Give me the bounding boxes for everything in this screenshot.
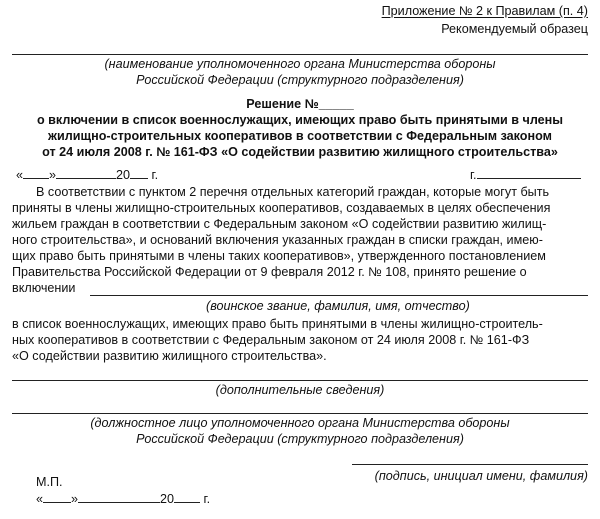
official-line xyxy=(12,413,588,414)
body-para1-line-2: приняты в члены жилищно-строительных кооперативов, создаваемых в целях обеспечения xyxy=(12,201,551,215)
body-para1-line-1: В соответствии с пунктом 2 перечня отдельных категорий граждан, которые могут быть xyxy=(36,185,550,199)
decision-subtitle-line-1: о включении в список военнослужащих, имеющих право быть принятыми в члены xyxy=(36,113,564,127)
additional-caption: (дополнительные сведения) xyxy=(215,383,385,397)
body-para1-line-6: Правительства Российской Федерации от 9 февраля 2012 г. № 108, принято решение о xyxy=(12,265,527,279)
decision-title: Решение №_____ xyxy=(246,97,354,111)
official-caption-line-1: (должностное лицо уполномоченного органа Министерства обороны xyxy=(90,416,510,430)
inclusion-word: включении xyxy=(12,281,76,295)
person-caption: (воинское звание, фамилия, имя, отчество) xyxy=(206,299,470,313)
official-caption-line-2: Российской Федерации (структурного подразделения) xyxy=(136,432,464,446)
body-para1-line-5: щих право быть принятыми в члены таких кооперативов», утвержденного постановлением xyxy=(12,249,546,263)
body-para1-line-3: жильем граждан в соответствии с Федеральным законом «О содействии развитию жилищ- xyxy=(12,217,547,231)
stamp-label: М.П. xyxy=(36,475,63,489)
body-para2-line-2: ных кооперативов в соответствии с Федеральным законом от 24 июля 2008 г. № 161-ФЗ xyxy=(12,333,530,347)
signature-caption: (подпись, инициал имени, фамилия) xyxy=(374,469,588,483)
decision-subtitle-line-2: жилищно-строительных кооперативов в соответствии с Федеральным законом xyxy=(48,129,552,143)
person-name-line xyxy=(90,295,588,296)
authority-name-line xyxy=(12,54,588,55)
body-para1-line-4: ного строительства», и оснований включения указанных граждан в списки граждан, имею- xyxy=(12,233,543,247)
decision-date: « » 20 г. xyxy=(16,168,159,182)
additional-info-line xyxy=(12,380,588,381)
authority-caption-line-1: (наименование уполномоченного органа Министерства обороны xyxy=(104,57,496,71)
signature-line xyxy=(352,464,588,465)
appendix-reference: Приложение № 2 к Правилам (п. 4) xyxy=(381,4,588,18)
body-para2-line-1: в список военнослужащих, имеющих право быть принятыми в члены жилищно-строитель- xyxy=(12,317,543,331)
decision-subtitle-line-3: от 24 июля 2008 г. № 161-ФЗ «О содействии развитию жилищного строительства» xyxy=(42,145,558,159)
decision-place: г. xyxy=(470,167,581,184)
recommended-sample-label: Рекомендуемый образец xyxy=(441,22,588,36)
authority-caption-line-2: Российской Федерации (структурного подразделения) xyxy=(136,73,464,87)
bottom-date: « » 20 г. xyxy=(36,492,211,506)
body-para2-line-3: «О содействии развитию жилищного строительства». xyxy=(12,349,327,363)
